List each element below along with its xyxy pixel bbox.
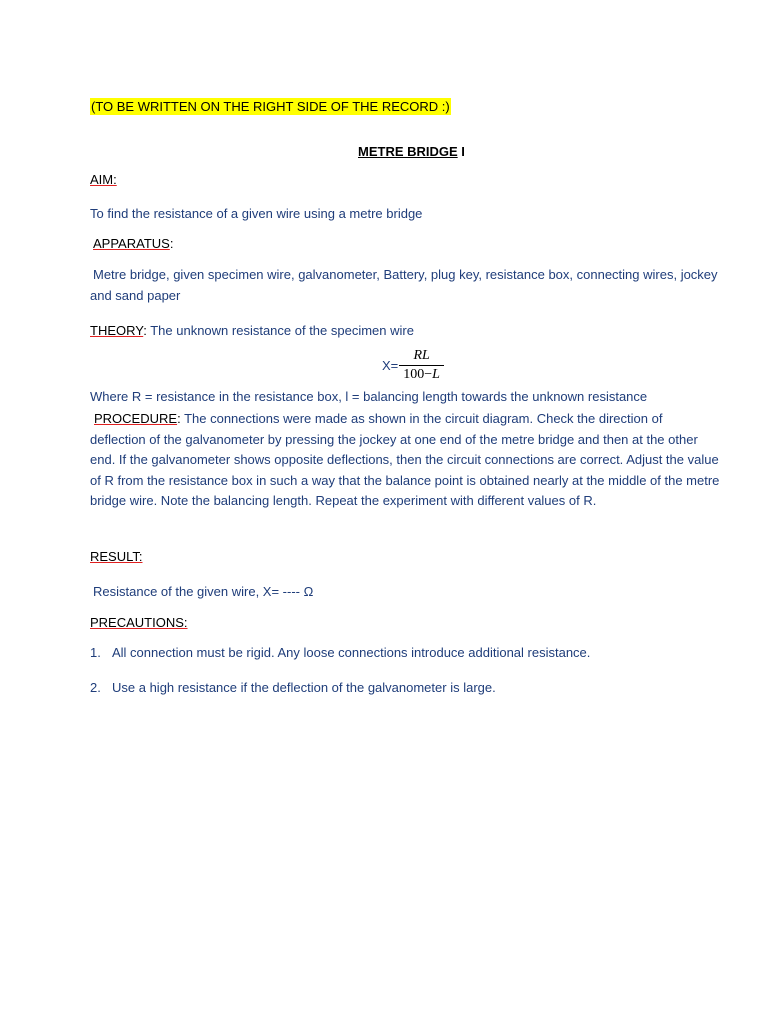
theory-colon: : [143,323,147,338]
result-heading: RESULT: [90,549,143,564]
page-title [358,144,465,159]
procedure-paragraph [90,409,720,512]
record-side-note: (TO BE WRITTEN ON THE RIGHT SIDE OF THE RECORD :) [91,99,450,114]
title-main: METRE BRIDGE [358,144,458,159]
precaution-item [90,645,590,660]
apparatus-label: APPARATUS [93,236,170,251]
denominator-number: 100− [403,367,433,382]
aim-text: To find the resistance of a given wire using a metre bridge [90,206,423,221]
apparatus-colon: : [169,236,174,251]
theory-label: THEORY [90,323,144,338]
precaution-number: 1. [90,645,101,660]
precautions-heading: PRECAUTIONS: [90,615,188,630]
theory-paragraph [90,323,414,338]
precaution-number: 2. [90,680,101,695]
theory-text: The unknown resistance of the specimen wire [146,323,414,338]
formula-denominator [399,366,444,383]
resistance-formula [382,348,444,383]
title-suffix: I [457,144,465,159]
apparatus-heading [93,236,173,251]
aim-heading: AIM: [90,172,117,187]
precaution-text: Use a high resistance if the deflection of the galvanometer is large. [112,680,496,695]
procedure-text: The connections were made as shown in the circuit diagram. Check the direction of deflection of the galvanometer by pressing the jockey at one end of the metre bridge and then at the other end. If the galvanometer shows opposite deflections, then the circuit connections are correct. Adjust the value of R from the resistance box in such a way that the balance point is obtained nearly at the middle of the metre bridge wire. Note the balancing length. Repeat the experiment with different values of R. [90,411,720,508]
precaution-text: All connection must be rigid. Any loose connections introduce additional resistance. [112,645,591,660]
denominator-variable: L [432,367,440,382]
formula-numerator: RL [413,348,430,363]
formula-lhs: X= [382,358,399,373]
result-text: Resistance of the given wire, X= ---- Ω [93,584,314,599]
precaution-item [90,680,496,695]
procedure-colon: : [177,411,181,426]
theory-where-text: Where R = resistance in the resistance box, l = balancing length towards the unknown resistance [90,389,648,404]
formula-fraction [399,348,444,383]
apparatus-text: Metre bridge, given specimen wire, galvanometer, Battery, plug key, resistance box, connecting wires, jockey and sand paper [90,267,718,303]
procedure-label: PROCEDURE [94,411,178,426]
